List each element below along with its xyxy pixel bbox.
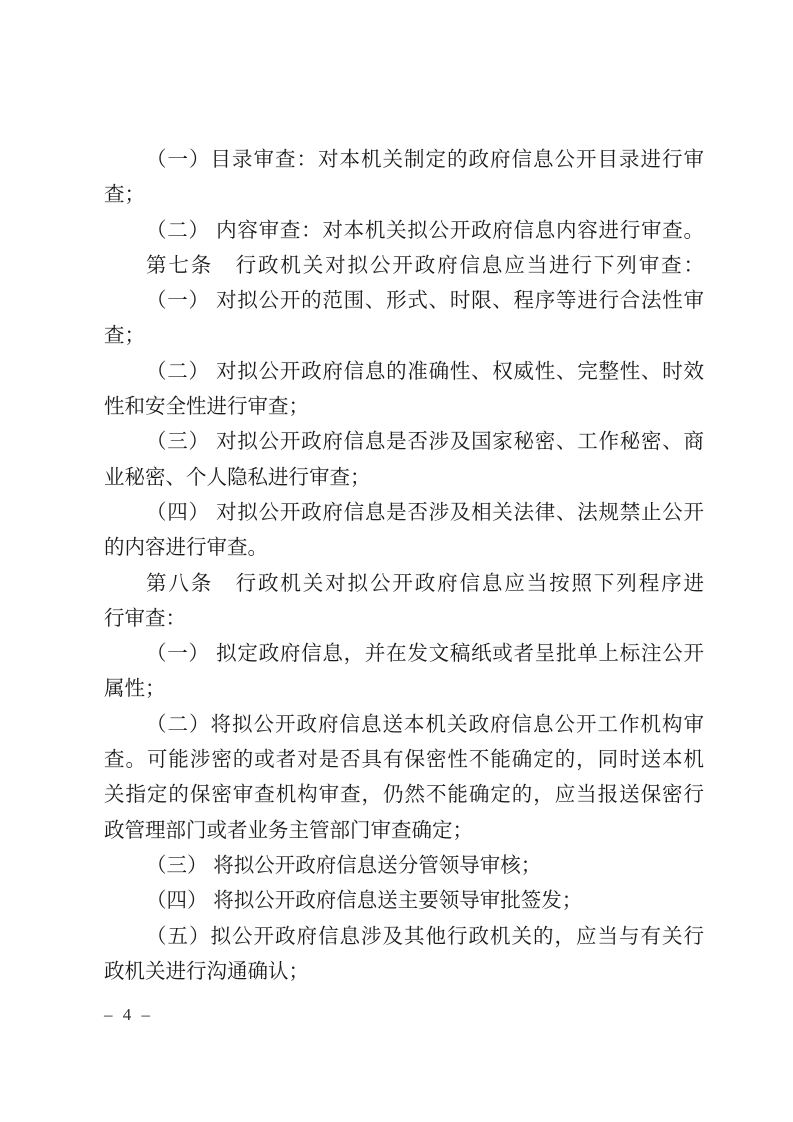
text-line: 的内容进行审查。 [104, 536, 268, 560]
document-body [104, 142, 704, 989]
text-line: （四） 对拟公开政府信息是否涉及相关法律、法规禁止公开 [146, 500, 704, 524]
text-line: 第七条 行政机关对拟公开政府信息应当进行下列审查： [146, 253, 704, 277]
text-line: 查。可能涉密的或者对是否具有保密性不能确定的，同时送本机 [104, 748, 704, 772]
text-line: 行审查： [104, 606, 186, 630]
page-number: – 4 – [104, 1005, 152, 1024]
text-line: 查； [104, 183, 145, 207]
text-line: （二） 内容审查：对本机关拟公开政府信息内容进行审查。 [146, 218, 704, 242]
text-line: （五）拟公开政府信息涉及其他行政机关的，应当与有关行 [146, 924, 704, 948]
text-line: （三） 对拟公开政府信息是否涉及国家秘密、工作秘密、商 [146, 430, 704, 454]
text-line: （二） 对拟公开政府信息的准确性、权威性、完整性、时效 [146, 359, 704, 383]
text-line: （一） 对拟公开的范围、形式、时限、程序等进行合法性审 [146, 289, 704, 313]
text-line: 政管理部门或者业务主管部门审查确定； [104, 818, 473, 842]
text-line: 查； [104, 324, 145, 348]
text-line: 关指定的保密审查机构审查，仍然不能确定的，应当报送保密行 [104, 783, 704, 807]
text-line: 第八条 行政机关对拟公开政府信息应当按照下列程序进 [146, 571, 704, 595]
text-line: （一）目录审查：对本机关制定的政府信息公开目录进行审 [146, 148, 704, 171]
text-line: （三） 将拟公开政府信息送分管领导审核； [146, 853, 542, 877]
text-line: （二）将拟公开政府信息送本机关政府信息公开工作机构审 [146, 712, 704, 736]
text-line: （一） 拟定政府信息，并在发文稿纸或者呈批单上标注公开 [146, 642, 704, 666]
text-line: （四） 将拟公开政府信息送主要领导审批签发； [146, 889, 583, 913]
text-line: 政机关进行沟通确认； [104, 959, 309, 983]
text-line: 属性； [104, 677, 166, 701]
text-line: 性和安全性进行审查； [104, 395, 309, 419]
text-line: 业秘密、个人隐私进行审查； [104, 465, 371, 489]
